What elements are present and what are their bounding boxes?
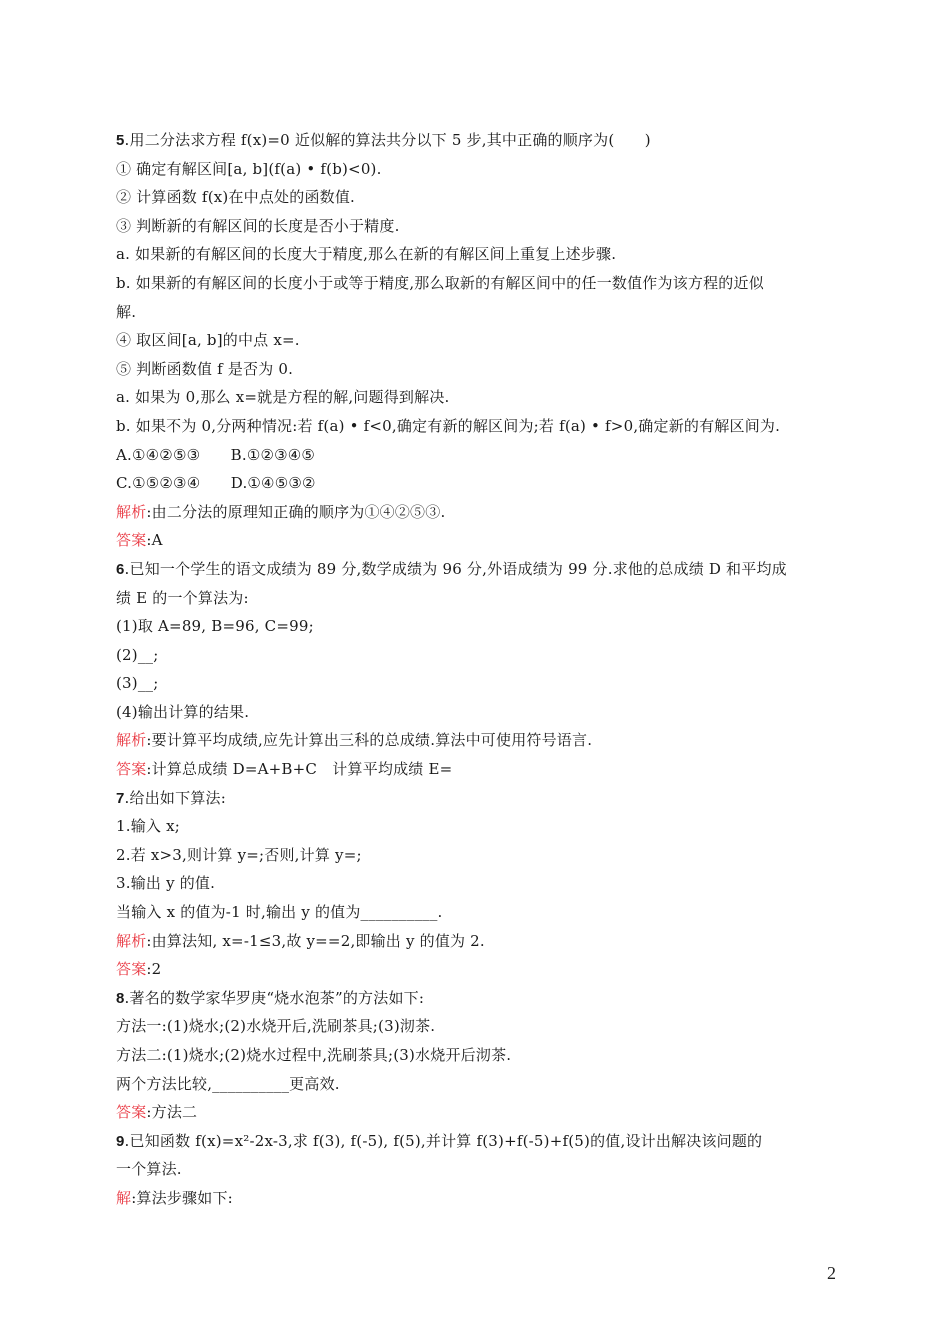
line-text: 方法一:(1)烧水;(2)水烧开后,洗刷茶具;(3)沏茶. [116,1017,436,1036]
text-line [116,1155,836,1184]
answer-label: 解 [116,1188,132,1207]
answer-label: 解析 [116,931,147,950]
line-text: (1)取 A=89, B=96, C=99; [116,617,314,636]
text-line [116,1070,836,1099]
text-line [116,755,836,784]
text-line [116,269,836,298]
text-line [116,555,836,584]
line-text: 一个算法. [116,1160,182,1179]
line-text: .著名的数学家华罗庚“烧水泡茶”的方法如下: [124,988,425,1007]
text-line [116,183,836,212]
line-text: A.①④②⑤③ B.①②③④⑤ [116,445,316,464]
text-line [116,526,836,555]
text-line [116,1041,836,1070]
document-body [116,126,836,1213]
text-line [116,869,836,898]
line-text: :由二分法的原理知正确的顺序为①④②⑤③. [146,502,446,521]
text-line [116,355,836,384]
line-text: (3)__; [116,674,159,693]
text-line [116,784,836,813]
line-text: 2.若 x>3,则计算 y=;否则,计算 y=; [116,845,362,864]
line-text: 绩 E 的一个算法为: [116,588,249,607]
line-text: :要计算平均成绩,应先计算出三科的总成绩.算法中可使用符号语言. [146,731,593,750]
text-line [116,298,836,327]
text-line [116,383,836,412]
text-line [116,326,836,355]
line-text: a. 如果新的有解区间的长度大于精度,那么在新的有解区间上重复上述步骤. [116,245,617,264]
line-text: 方法二:(1)烧水;(2)烧水过程中,洗刷茶具;(3)水烧开后沏茶. [116,1046,512,1064]
line-text: .已知函数 f(x)=x²-2x-3,求 f(3), f(-5), f(5),并计算 f(3)+f(-5)+f(5)的值,设计出解决该问题的 [124,1131,763,1150]
line-text: :方法二 [146,1103,198,1122]
text-line [116,927,836,956]
text-line [116,212,836,241]
text-line [116,441,836,470]
text-line [116,726,836,755]
line-text: :计算总成绩 D=A+B+C 计算平均成绩 E= [146,760,453,779]
question-number: 7 [116,789,125,807]
line-text: :2 [146,960,162,979]
text-line [116,1184,836,1213]
line-text: C.①⑤②③④ D.①④⑤③② [116,474,316,493]
line-text: b. 如果不为 0,分两种情况:若 f(a) • f<0,确定有新的解区间为;若 f(a) • f>0,确定新的有解区间为. [116,416,781,435]
line-text: ④ 取区间[a, b]的中点 x=. [116,331,300,350]
text-line [116,612,836,641]
text-line [116,412,836,441]
page-number: 2 [827,1263,836,1283]
answer-label: 答案 [116,531,147,550]
text-line [116,1012,836,1041]
answer-label: 解析 [116,731,147,750]
text-line [116,1127,836,1156]
answer-label: 答案 [116,1103,147,1122]
line-text: ③ 判断新的有解区间的长度是否小于精度. [116,216,400,235]
text-line [116,469,836,498]
line-text: 解. [116,302,137,321]
question-number: 5 [116,132,125,149]
line-text: 1.输入 x; [116,817,180,836]
question-number: 9 [116,1132,125,1150]
line-text: a. 如果为 0,那么 x=就是方程的解,问题得到解决. [116,388,450,407]
line-text: (4)输出计算的结果. [116,702,250,721]
line-text: ⑤ 判断函数值 f 是否为 0. [116,359,294,378]
text-line [116,498,836,527]
text-line [116,841,836,870]
line-text: :算法步骤如下: [131,1188,233,1207]
text-line [116,812,836,841]
text-line [116,898,836,927]
line-text: 当输入 x 的值为-1 时,输出 y 的值为__________. [116,903,443,922]
text-line [116,240,836,269]
answer-label: 答案 [116,760,147,779]
text-line [116,641,836,670]
line-text: 3.输出 y 的值. [116,874,216,893]
text-line [116,698,836,727]
question-number: 6 [116,560,125,578]
answer-label: 答案 [116,960,147,979]
line-text: :A [146,531,163,550]
text-line [116,126,836,155]
text-line [116,584,836,613]
line-text: (2)__; [116,645,159,664]
answer-label: 解析 [116,502,147,521]
line-text: .给出如下算法: [124,788,226,807]
line-text: .已知一个学生的语文成绩为 89 分,数学成绩为 96 分,外语成绩为 99 分.求他的总成绩 D 和平均成 [124,559,787,578]
line-text: ① 确定有解区间[a, b](f(a) • f(b)<0). [116,159,382,178]
text-line [116,1098,836,1127]
line-text: .用二分法求方程 f(x)=0 近似解的算法共分以下 5 步,其中正确的顺序为( ) [124,131,651,149]
text-line [116,669,836,698]
text-line [116,984,836,1013]
line-text: :由算法知, x=-1≤3,故 y==2,即输出 y 的值为 2. [146,931,485,950]
line-text: b. 如果新的有解区间的长度小于或等于精度,那么取新的有解区间中的任一数值作为该方程的近似 [116,273,764,292]
text-line [116,155,836,184]
line-text: ② 计算函数 f(x)在中点处的函数值. [116,188,356,207]
question-number: 8 [116,989,125,1007]
line-text: 两个方法比较,__________更高效. [116,1074,340,1093]
text-line [116,955,836,984]
